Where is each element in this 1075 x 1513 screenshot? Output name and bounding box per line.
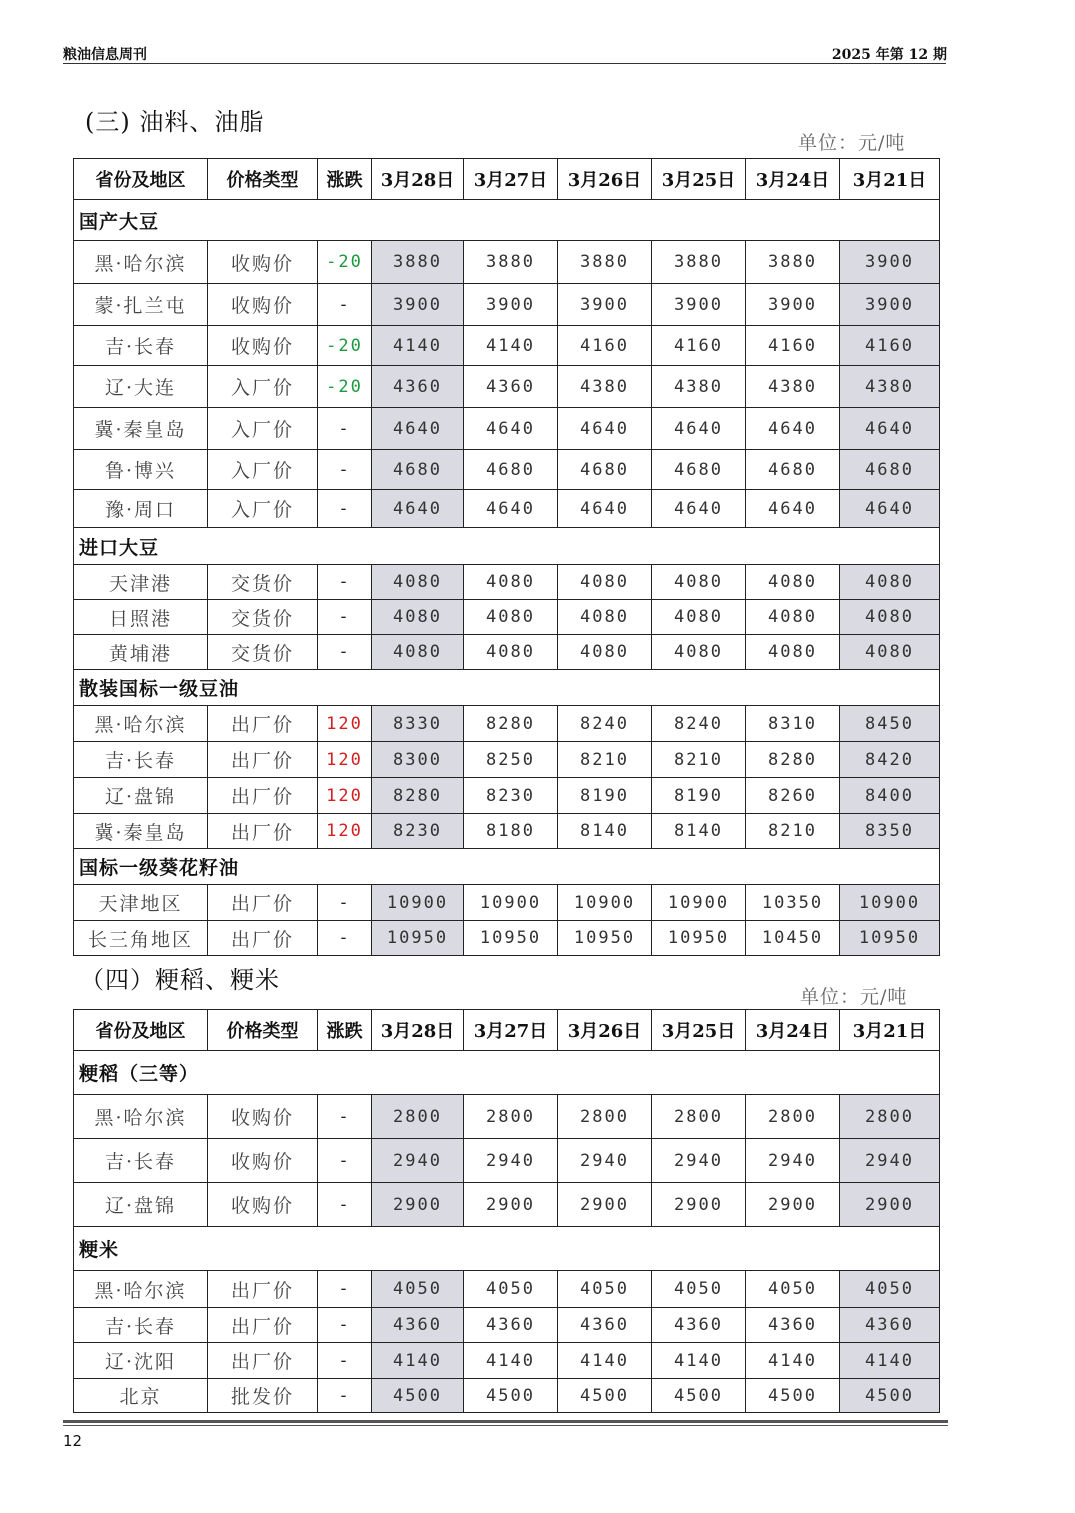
header-row (74, 1010, 940, 1051)
price-cell: 4140 (372, 326, 464, 366)
price-type-cell: 入厂价 (208, 450, 318, 490)
price-cell: 4380 (652, 366, 746, 408)
change-cell: - (318, 1095, 372, 1139)
region-cell: 辽·盘锦 (74, 1183, 208, 1227)
header-divider (63, 63, 946, 64)
price-type-cell: 收购价 (208, 241, 318, 284)
region-cell: 吉·长春 (74, 1139, 208, 1183)
price-cell: 10900 (652, 885, 746, 921)
price-cell: 2800 (558, 1095, 652, 1139)
change-cell: - (318, 1271, 372, 1308)
price-cell: 8300 (372, 742, 464, 778)
price-cell: 2900 (840, 1183, 940, 1227)
change-cell: - (318, 1139, 372, 1183)
price-cell: 10950 (372, 921, 464, 956)
price-cell: 4360 (652, 1308, 746, 1343)
table-row (74, 600, 940, 635)
price-cell: 4640 (372, 490, 464, 528)
column-header: 3月27日 (464, 159, 558, 200)
column-header: 价格类型 (208, 159, 318, 200)
price-cell: 2900 (558, 1183, 652, 1227)
price-cell: 4140 (372, 1343, 464, 1379)
price-cell: 2940 (558, 1139, 652, 1183)
region-cell: 黄埔港 (74, 635, 208, 670)
price-cell: 8420 (840, 742, 940, 778)
price-cell: 4050 (464, 1271, 558, 1308)
table-row (74, 885, 940, 921)
price-cell: 8250 (464, 742, 558, 778)
footer-rule (63, 1420, 948, 1423)
price-cell: 8240 (558, 706, 652, 742)
price-cell: 4140 (558, 1343, 652, 1379)
price-cell: 4080 (840, 600, 940, 635)
region-cell: 长三角地区 (74, 921, 208, 956)
table-row (74, 450, 940, 490)
price-cell: 3880 (746, 241, 840, 284)
price-cell: 4080 (746, 635, 840, 670)
price-cell: 3900 (840, 284, 940, 326)
change-cell: - (318, 408, 372, 450)
price-type-cell: 收购价 (208, 326, 318, 366)
price-cell: 4160 (840, 326, 940, 366)
category-label: 国产大豆 (74, 200, 940, 241)
price-cell: 4640 (372, 408, 464, 450)
price-cell: 8240 (652, 706, 746, 742)
price-cell: 8280 (746, 742, 840, 778)
change-cell: -20 (318, 326, 372, 366)
price-cell: 4640 (558, 408, 652, 450)
price-cell: 2900 (652, 1183, 746, 1227)
price-cell: 4050 (746, 1271, 840, 1308)
price-cell: 4500 (464, 1379, 558, 1413)
table-row (74, 241, 940, 284)
price-cell: 3900 (652, 284, 746, 326)
issue-number: 2025 年第 12 期 (831, 47, 947, 63)
price-cell: 8310 (746, 706, 840, 742)
price-cell: 8230 (372, 814, 464, 849)
table-row (74, 490, 940, 528)
region-cell: 吉·长春 (74, 326, 208, 366)
region-cell: 天津港 (74, 565, 208, 600)
price-type-cell: 入厂价 (208, 366, 318, 408)
category-label: 粳米 (74, 1227, 940, 1271)
price-type-cell: 交货价 (208, 600, 318, 635)
price-cell: 4680 (464, 450, 558, 490)
price-cell: 8350 (840, 814, 940, 849)
price-cell: 3900 (372, 284, 464, 326)
table-row (74, 706, 940, 742)
price-cell: 4500 (840, 1379, 940, 1413)
price-cell: 4680 (746, 450, 840, 490)
region-cell: 辽·沈阳 (74, 1343, 208, 1379)
price-cell: 4380 (840, 366, 940, 408)
price-cell: 4140 (464, 326, 558, 366)
column-header: 省份及地区 (74, 1010, 208, 1051)
price-cell: 8190 (558, 778, 652, 814)
price-cell: 4080 (372, 635, 464, 670)
change-cell: - (318, 635, 372, 670)
category-row (74, 849, 940, 885)
price-cell: 4080 (372, 600, 464, 635)
price-cell: 4500 (746, 1379, 840, 1413)
unit-label-oils: 单位：元/吨 (798, 132, 906, 154)
category-label: 粳稻（三等） (74, 1051, 940, 1095)
column-header: 3月21日 (840, 1010, 940, 1051)
price-cell: 3880 (372, 241, 464, 284)
price-cell: 3880 (652, 241, 746, 284)
price-type-cell: 收购价 (208, 1183, 318, 1227)
column-header: 价格类型 (208, 1010, 318, 1051)
price-cell: 4160 (558, 326, 652, 366)
price-cell: 2940 (652, 1139, 746, 1183)
price-cell: 3900 (746, 284, 840, 326)
column-header: 3月24日 (746, 1010, 840, 1051)
price-cell: 8400 (840, 778, 940, 814)
price-cell: 10900 (464, 885, 558, 921)
change-cell: - (318, 600, 372, 635)
price-type-cell: 收购价 (208, 284, 318, 326)
table-row (74, 814, 940, 849)
price-cell: 4160 (652, 326, 746, 366)
price-cell: 4080 (558, 565, 652, 600)
table-row (74, 635, 940, 670)
section-title-rice: （四）粳稻、粳米 (80, 966, 280, 994)
category-label: 散装国标一级豆油 (74, 670, 940, 706)
price-cell: 2800 (372, 1095, 464, 1139)
change-cell: 120 (318, 742, 372, 778)
price-cell: 8280 (464, 706, 558, 742)
price-cell: 8210 (558, 742, 652, 778)
region-cell: 黑·哈尔滨 (74, 1095, 208, 1139)
price-cell: 3900 (840, 241, 940, 284)
price-cell: 4380 (558, 366, 652, 408)
column-header: 省份及地区 (74, 159, 208, 200)
price-type-cell: 出厂价 (208, 814, 318, 849)
table-row (74, 565, 940, 600)
price-cell: 4080 (840, 635, 940, 670)
price-type-cell: 出厂价 (208, 706, 318, 742)
change-cell: - (318, 1343, 372, 1379)
price-cell: 4140 (746, 1343, 840, 1379)
price-cell: 2800 (652, 1095, 746, 1139)
table-row (74, 284, 940, 326)
price-table-rice (73, 1009, 940, 1413)
table-row (74, 921, 940, 956)
column-header: 3月26日 (558, 159, 652, 200)
change-cell: - (318, 490, 372, 528)
category-row (74, 1227, 940, 1271)
region-cell: 日照港 (74, 600, 208, 635)
price-cell: 4080 (464, 635, 558, 670)
price-cell: 4080 (464, 600, 558, 635)
price-cell: 10950 (652, 921, 746, 956)
price-cell: 4080 (840, 565, 940, 600)
price-cell: 3880 (464, 241, 558, 284)
price-cell: 4360 (464, 1308, 558, 1343)
change-cell: - (318, 1308, 372, 1343)
price-cell: 2800 (840, 1095, 940, 1139)
region-cell: 辽·大连 (74, 366, 208, 408)
region-cell: 北京 (74, 1379, 208, 1413)
price-cell: 4080 (652, 600, 746, 635)
price-cell: 4140 (840, 1343, 940, 1379)
price-cell: 4640 (746, 408, 840, 450)
price-cell: 8210 (652, 742, 746, 778)
price-type-cell: 出厂价 (208, 921, 318, 956)
price-cell: 10350 (746, 885, 840, 921)
region-cell: 吉·长春 (74, 742, 208, 778)
table-row (74, 742, 940, 778)
price-cell: 8190 (652, 778, 746, 814)
price-cell: 4360 (372, 1308, 464, 1343)
price-cell: 10900 (558, 885, 652, 921)
price-cell: 8450 (840, 706, 940, 742)
region-cell: 黑·哈尔滨 (74, 706, 208, 742)
table-row (74, 1183, 940, 1227)
price-cell: 4500 (652, 1379, 746, 1413)
price-cell: 4640 (746, 490, 840, 528)
price-cell: 8230 (464, 778, 558, 814)
price-cell: 4080 (372, 565, 464, 600)
price-table-oils (73, 158, 940, 956)
region-cell: 冀·秦皇岛 (74, 408, 208, 450)
price-cell: 4140 (464, 1343, 558, 1379)
price-cell: 4640 (464, 408, 558, 450)
price-cell: 4360 (746, 1308, 840, 1343)
price-cell: 2900 (372, 1183, 464, 1227)
change-cell: 120 (318, 814, 372, 849)
price-cell: 4360 (464, 366, 558, 408)
price-cell: 4050 (372, 1271, 464, 1308)
column-header: 3月24日 (746, 159, 840, 200)
category-label: 进口大豆 (74, 528, 940, 565)
price-cell: 4080 (652, 565, 746, 600)
price-type-cell: 出厂价 (208, 1343, 318, 1379)
price-cell: 10950 (840, 921, 940, 956)
price-cell: 3880 (558, 241, 652, 284)
change-cell: - (318, 885, 372, 921)
price-cell: 4140 (652, 1343, 746, 1379)
table-row (74, 366, 940, 408)
column-header: 3月27日 (464, 1010, 558, 1051)
table-row (74, 1308, 940, 1343)
table-row (74, 1379, 940, 1413)
region-cell: 豫·周口 (74, 490, 208, 528)
price-type-cell: 入厂价 (208, 408, 318, 450)
column-header: 涨跌 (318, 1010, 372, 1051)
change-cell: - (318, 284, 372, 326)
price-cell: 4050 (652, 1271, 746, 1308)
price-cell: 4640 (840, 408, 940, 450)
price-cell: 3900 (558, 284, 652, 326)
price-cell: 4640 (840, 490, 940, 528)
price-cell: 4160 (746, 326, 840, 366)
footer-rule-thin (63, 1425, 948, 1426)
price-cell: 10450 (746, 921, 840, 956)
price-cell: 8330 (372, 706, 464, 742)
price-cell: 8180 (464, 814, 558, 849)
table-row (74, 326, 940, 366)
price-cell: 8280 (372, 778, 464, 814)
column-header: 3月26日 (558, 1010, 652, 1051)
change-cell: 120 (318, 706, 372, 742)
price-cell: 8140 (652, 814, 746, 849)
change-cell: - (318, 1183, 372, 1227)
page-number: 12 (63, 1432, 83, 1450)
price-cell: 4500 (372, 1379, 464, 1413)
change-cell: - (318, 450, 372, 490)
header-row (74, 159, 940, 200)
region-cell: 鲁·博兴 (74, 450, 208, 490)
region-cell: 冀·秦皇岛 (74, 814, 208, 849)
change-cell: -20 (318, 241, 372, 284)
price-cell: 4640 (652, 490, 746, 528)
price-type-cell: 入厂价 (208, 490, 318, 528)
price-cell: 10950 (558, 921, 652, 956)
price-cell: 2800 (464, 1095, 558, 1139)
price-cell: 4360 (558, 1308, 652, 1343)
column-header: 3月25日 (652, 1010, 746, 1051)
category-row (74, 528, 940, 565)
price-cell: 4360 (840, 1308, 940, 1343)
price-cell: 4680 (840, 450, 940, 490)
price-cell: 4080 (746, 600, 840, 635)
price-cell: 2940 (464, 1139, 558, 1183)
price-type-cell: 出厂价 (208, 1308, 318, 1343)
price-cell: 2940 (840, 1139, 940, 1183)
region-cell: 吉·长春 (74, 1308, 208, 1343)
change-cell: 120 (318, 778, 372, 814)
price-cell: 4680 (558, 450, 652, 490)
table-row (74, 408, 940, 450)
price-cell: 4080 (558, 600, 652, 635)
price-cell: 4050 (558, 1271, 652, 1308)
price-cell: 4500 (558, 1379, 652, 1413)
price-cell: 2940 (372, 1139, 464, 1183)
category-row (74, 200, 940, 241)
price-cell: 4640 (464, 490, 558, 528)
price-cell: 10900 (372, 885, 464, 921)
price-cell: 4640 (652, 408, 746, 450)
price-cell: 2940 (746, 1139, 840, 1183)
price-cell: 4680 (652, 450, 746, 490)
price-cell: 8210 (746, 814, 840, 849)
region-cell: 辽·盘锦 (74, 778, 208, 814)
column-header: 3月28日 (372, 159, 464, 200)
table-row (74, 1095, 940, 1139)
price-cell: 8140 (558, 814, 652, 849)
price-cell: 4050 (840, 1271, 940, 1308)
column-header: 涨跌 (318, 159, 372, 200)
category-row (74, 1051, 940, 1095)
price-type-cell: 出厂价 (208, 778, 318, 814)
table-row (74, 778, 940, 814)
price-cell: 4080 (464, 565, 558, 600)
price-type-cell: 出厂价 (208, 1271, 318, 1308)
price-cell: 4080 (558, 635, 652, 670)
category-row (74, 670, 940, 706)
price-type-cell: 出厂价 (208, 742, 318, 778)
price-cell: 2900 (464, 1183, 558, 1227)
price-cell: 4360 (372, 366, 464, 408)
region-cell: 天津地区 (74, 885, 208, 921)
price-cell: 3900 (464, 284, 558, 326)
change-cell: - (318, 921, 372, 956)
price-cell: 4080 (652, 635, 746, 670)
category-label: 国标一级葵花籽油 (74, 849, 940, 885)
region-cell: 黑·哈尔滨 (74, 241, 208, 284)
price-cell: 8260 (746, 778, 840, 814)
price-cell: 4640 (558, 490, 652, 528)
unit-label-rice: 单位：元/吨 (800, 986, 908, 1008)
price-cell: 4680 (372, 450, 464, 490)
journal-title: 粮油信息周刊 (63, 47, 147, 63)
region-cell: 蒙·扎兰屯 (74, 284, 208, 326)
price-type-cell: 收购价 (208, 1139, 318, 1183)
price-cell: 10950 (464, 921, 558, 956)
price-type-cell: 批发价 (208, 1379, 318, 1413)
column-header: 3月28日 (372, 1010, 464, 1051)
price-type-cell: 出厂价 (208, 885, 318, 921)
price-type-cell: 交货价 (208, 565, 318, 600)
change-cell: -20 (318, 366, 372, 408)
price-cell: 4080 (746, 565, 840, 600)
section-title-oils: (三) 油料、油脂 (85, 108, 265, 136)
price-type-cell: 收购价 (208, 1095, 318, 1139)
price-cell: 4380 (746, 366, 840, 408)
table-row (74, 1343, 940, 1379)
table-row (74, 1139, 940, 1183)
region-cell: 黑·哈尔滨 (74, 1271, 208, 1308)
price-cell: 2900 (746, 1183, 840, 1227)
price-cell: 10900 (840, 885, 940, 921)
column-header: 3月21日 (840, 159, 940, 200)
change-cell: - (318, 1379, 372, 1413)
column-header: 3月25日 (652, 159, 746, 200)
change-cell: - (318, 565, 372, 600)
table-row (74, 1271, 940, 1308)
price-cell: 2800 (746, 1095, 840, 1139)
price-type-cell: 交货价 (208, 635, 318, 670)
